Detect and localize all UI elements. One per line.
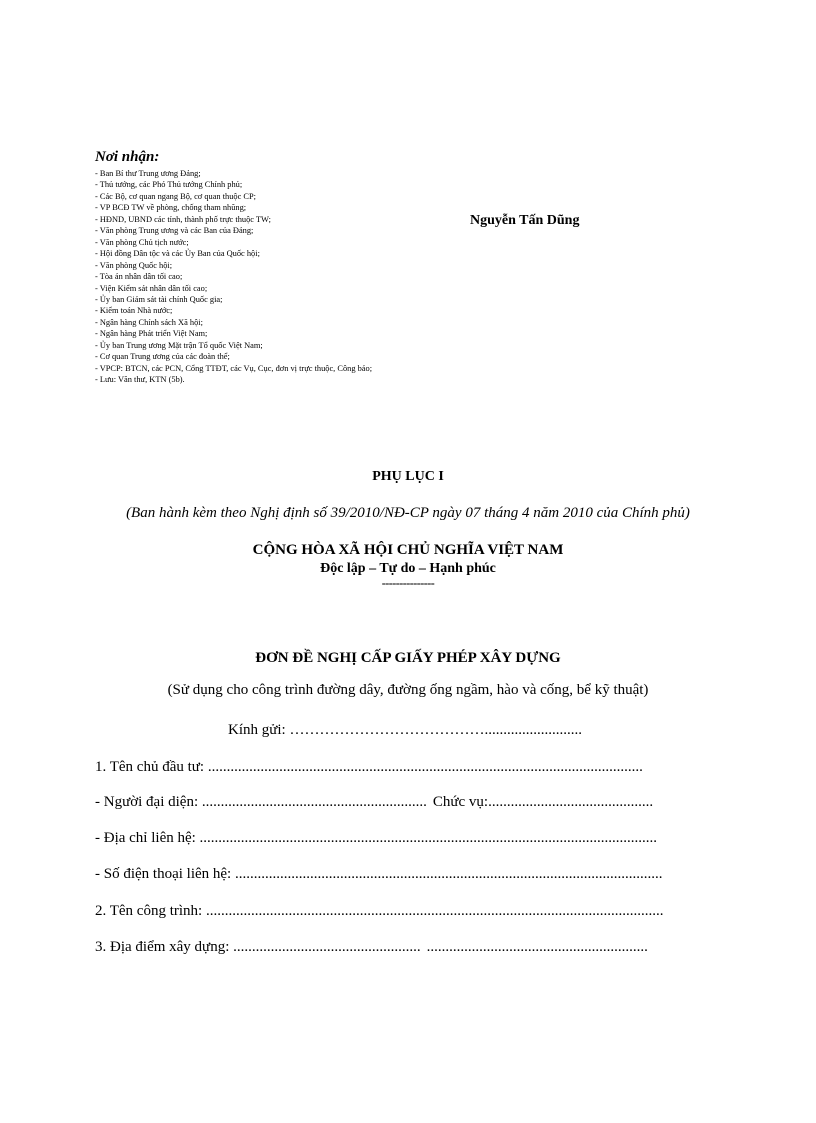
recipient-item: - Viện Kiểm sát nhân dân tối cao; — [95, 283, 208, 293]
location-field-continuation: ........................................................... — [426, 939, 648, 955]
recipient-item: - Ủy ban Giám sát tài chính Quốc gia; — [95, 294, 223, 304]
recipients-heading: Nơi nhận: — [95, 149, 160, 165]
recipient-item: - Ban Bí thư Trung ương Đảng; — [95, 169, 201, 178]
recipient-item: - Ủy ban Trung ương Mặt trận Tổ quốc Việt Nam; — [95, 340, 263, 350]
separator-line: --------------- — [381, 576, 435, 590]
recipient-item: - Ngân hàng Phát triển Việt Nam; — [95, 329, 208, 339]
recipient-item: - Các Bộ, cơ quan ngang Bộ, cơ quan thuộc CP; — [95, 191, 256, 201]
signer-name: Nguyễn Tấn Dũng — [470, 213, 580, 228]
recipient-item: - Lưu: Văn thư, KTN (5b). — [95, 375, 185, 385]
phone-field: - Số điện thoại liên hệ: .................................................................................................................. — [95, 866, 663, 882]
recipient-item: - Văn phòng Trung ương và các Ban của Đảng; — [95, 226, 254, 236]
recipient-item: - Văn phòng Quốc hội; — [95, 260, 173, 270]
addressee-line: Kính gửi: ………………………………….......................... — [228, 722, 582, 738]
recipient-item: - VP BCĐ TW về phòng, chống tham nhũng; — [95, 203, 247, 213]
position-field: Chức vụ:............................................ — [432, 794, 654, 810]
recipient-item: - Ngân hàng Chính sách Xã hội; — [95, 317, 203, 327]
recipient-item: - Văn phòng Chủ tịch nước; — [95, 237, 189, 247]
project-name-field: 2. Tên công trình: .......................................................................................................................... — [95, 903, 664, 919]
national-motto: Độc lập – Tự do – Hạnh phúc — [320, 561, 496, 576]
form-subtitle: (Sử dụng cho công trình đường dây, đường ống ngầm, hào và cống, bể kỹ thuật) — [167, 682, 649, 698]
recipient-item: - HĐND, UBND các tỉnh, thành phố trực thuộc TW; — [95, 214, 271, 224]
recipient-item: - VPCP: BTCN, các PCN, Cổng TTĐT, các Vụ, Cục, đơn vị trực thuộc, Công báo; — [95, 363, 373, 373]
recipient-item: - Thủ tướng, các Phó Thủ tướng Chính phủ; — [95, 180, 243, 190]
recipient-item: - Kiểm toán Nhà nước; — [95, 306, 173, 316]
recipients-list — [95, 168, 385, 386]
nation-name: CỘNG HÒA XÃ HỘI CHỦ NGHĨA VIỆT NAM — [252, 542, 564, 558]
representative-field: - Người đại diện: ............................................................ — [95, 794, 427, 810]
recipient-item: - Hội đồng Dân tộc và các Ủy Ban của Quốc hội; — [95, 249, 260, 259]
investor-name-field: 1. Tên chủ đầu tư: .................................................................................................................... — [95, 759, 643, 775]
appendix-subtitle: (Ban hành kèm theo Nghị định số 39/2010/NĐ-CP ngày 07 tháng 4 năm 2010 của Chính phủ) — [126, 505, 690, 521]
representative-field-row — [95, 794, 653, 811]
location-field-row — [95, 939, 648, 956]
appendix-title: PHỤ LỤC I — [372, 469, 444, 484]
recipient-item: - Tòa án nhân dân tối cao; — [95, 272, 183, 282]
recipient-item: - Cơ quan Trung ương của các đoàn thể; — [95, 352, 230, 362]
form-title: ĐƠN ĐỀ NGHỊ CẤP GIẤY PHÉP XÂY DỰNG — [255, 650, 561, 666]
location-field: 3. Địa điểm xây dựng: .................................................. — [95, 939, 421, 955]
address-field: - Địa chỉ liên hệ: .......................................................................................................................... — [95, 830, 658, 846]
